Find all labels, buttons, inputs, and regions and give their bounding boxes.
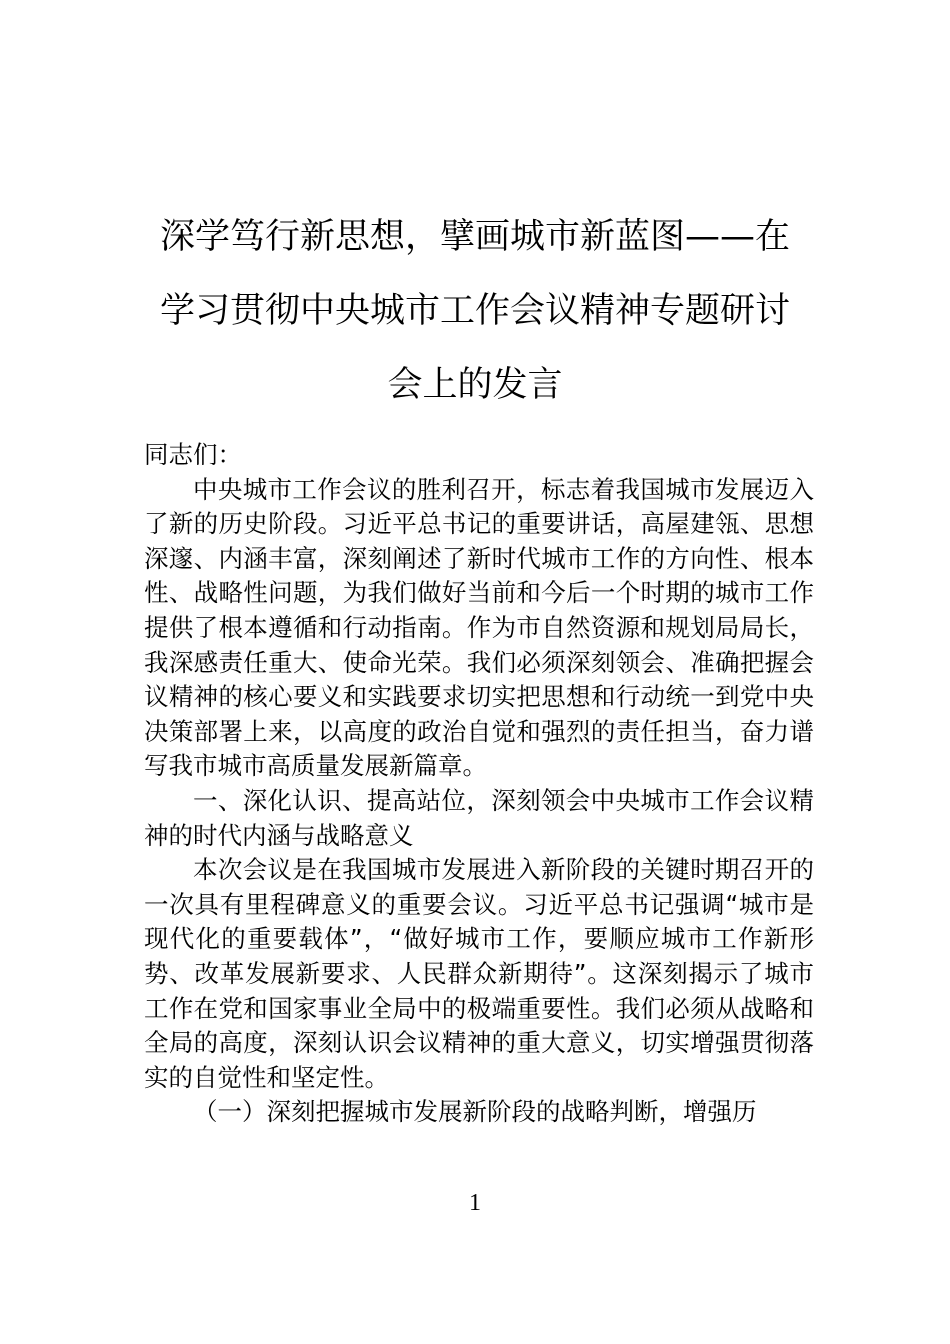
paragraph-section-1: 本次会议是在我国城市发展进入新阶段的关键时期召开的一次具有里程碑意义的重要会议。习近平总书记强调“城市是现代化的重要载体”，“做好城市工作，要顺应城市工作新形势、改革发展新要求、人民群众新期待”。这深刻揭示了城市工作在党和国家事业全局中的极端重要性。我们必须从战略和全局的高度，深刻认识会议精神的重大意义，切实增强贯彻落实的自觉性和坚定性。: [144, 855, 814, 1092]
title-line-1: 深学笃行新思想，擘画城市新蓝图——在: [159, 217, 790, 257]
document-body: [144, 438, 814, 1130]
section-heading-1: 一、深化认识、提高站位，深刻领会中央城市工作会议精神的时代内涵与战略意义: [144, 785, 814, 850]
page-number: 1: [469, 1190, 481, 1216]
paragraph-intro: 中央城市工作会议的胜利召开，标志着我国城市发展迈入了新的历史阶段。习近平总书记的重要讲话，高屋建瓴、思想深邃、内涵丰富，深刻阐述了新时代城市工作的方向性、根本性、战略性问题，为我们做好当前和今后一个时期的城市工作提供了根本遵循和行动指南。作为市自然资源和规划局局长，我深感责任重大、使命光荣。我们必须深刻领会、准确把握会议精神的核心要义和实践要求切实把思想和行动统一到党中央决策部署上来，以高度的政治自觉和强烈的责任担当，奋力谱写我市城市高质量发展新篇章。: [144, 474, 814, 781]
document-title: [130, 200, 820, 422]
title-line-3: 会上的发言: [387, 365, 563, 405]
subsection-heading-1: （一）深刻把握城市发展新阶段的战略判断，增强历: [193, 1097, 757, 1127]
title-line-2: 学习贯彻中央城市工作会议精神专题研讨: [159, 291, 790, 331]
salutation: 同志们：: [144, 440, 242, 469]
